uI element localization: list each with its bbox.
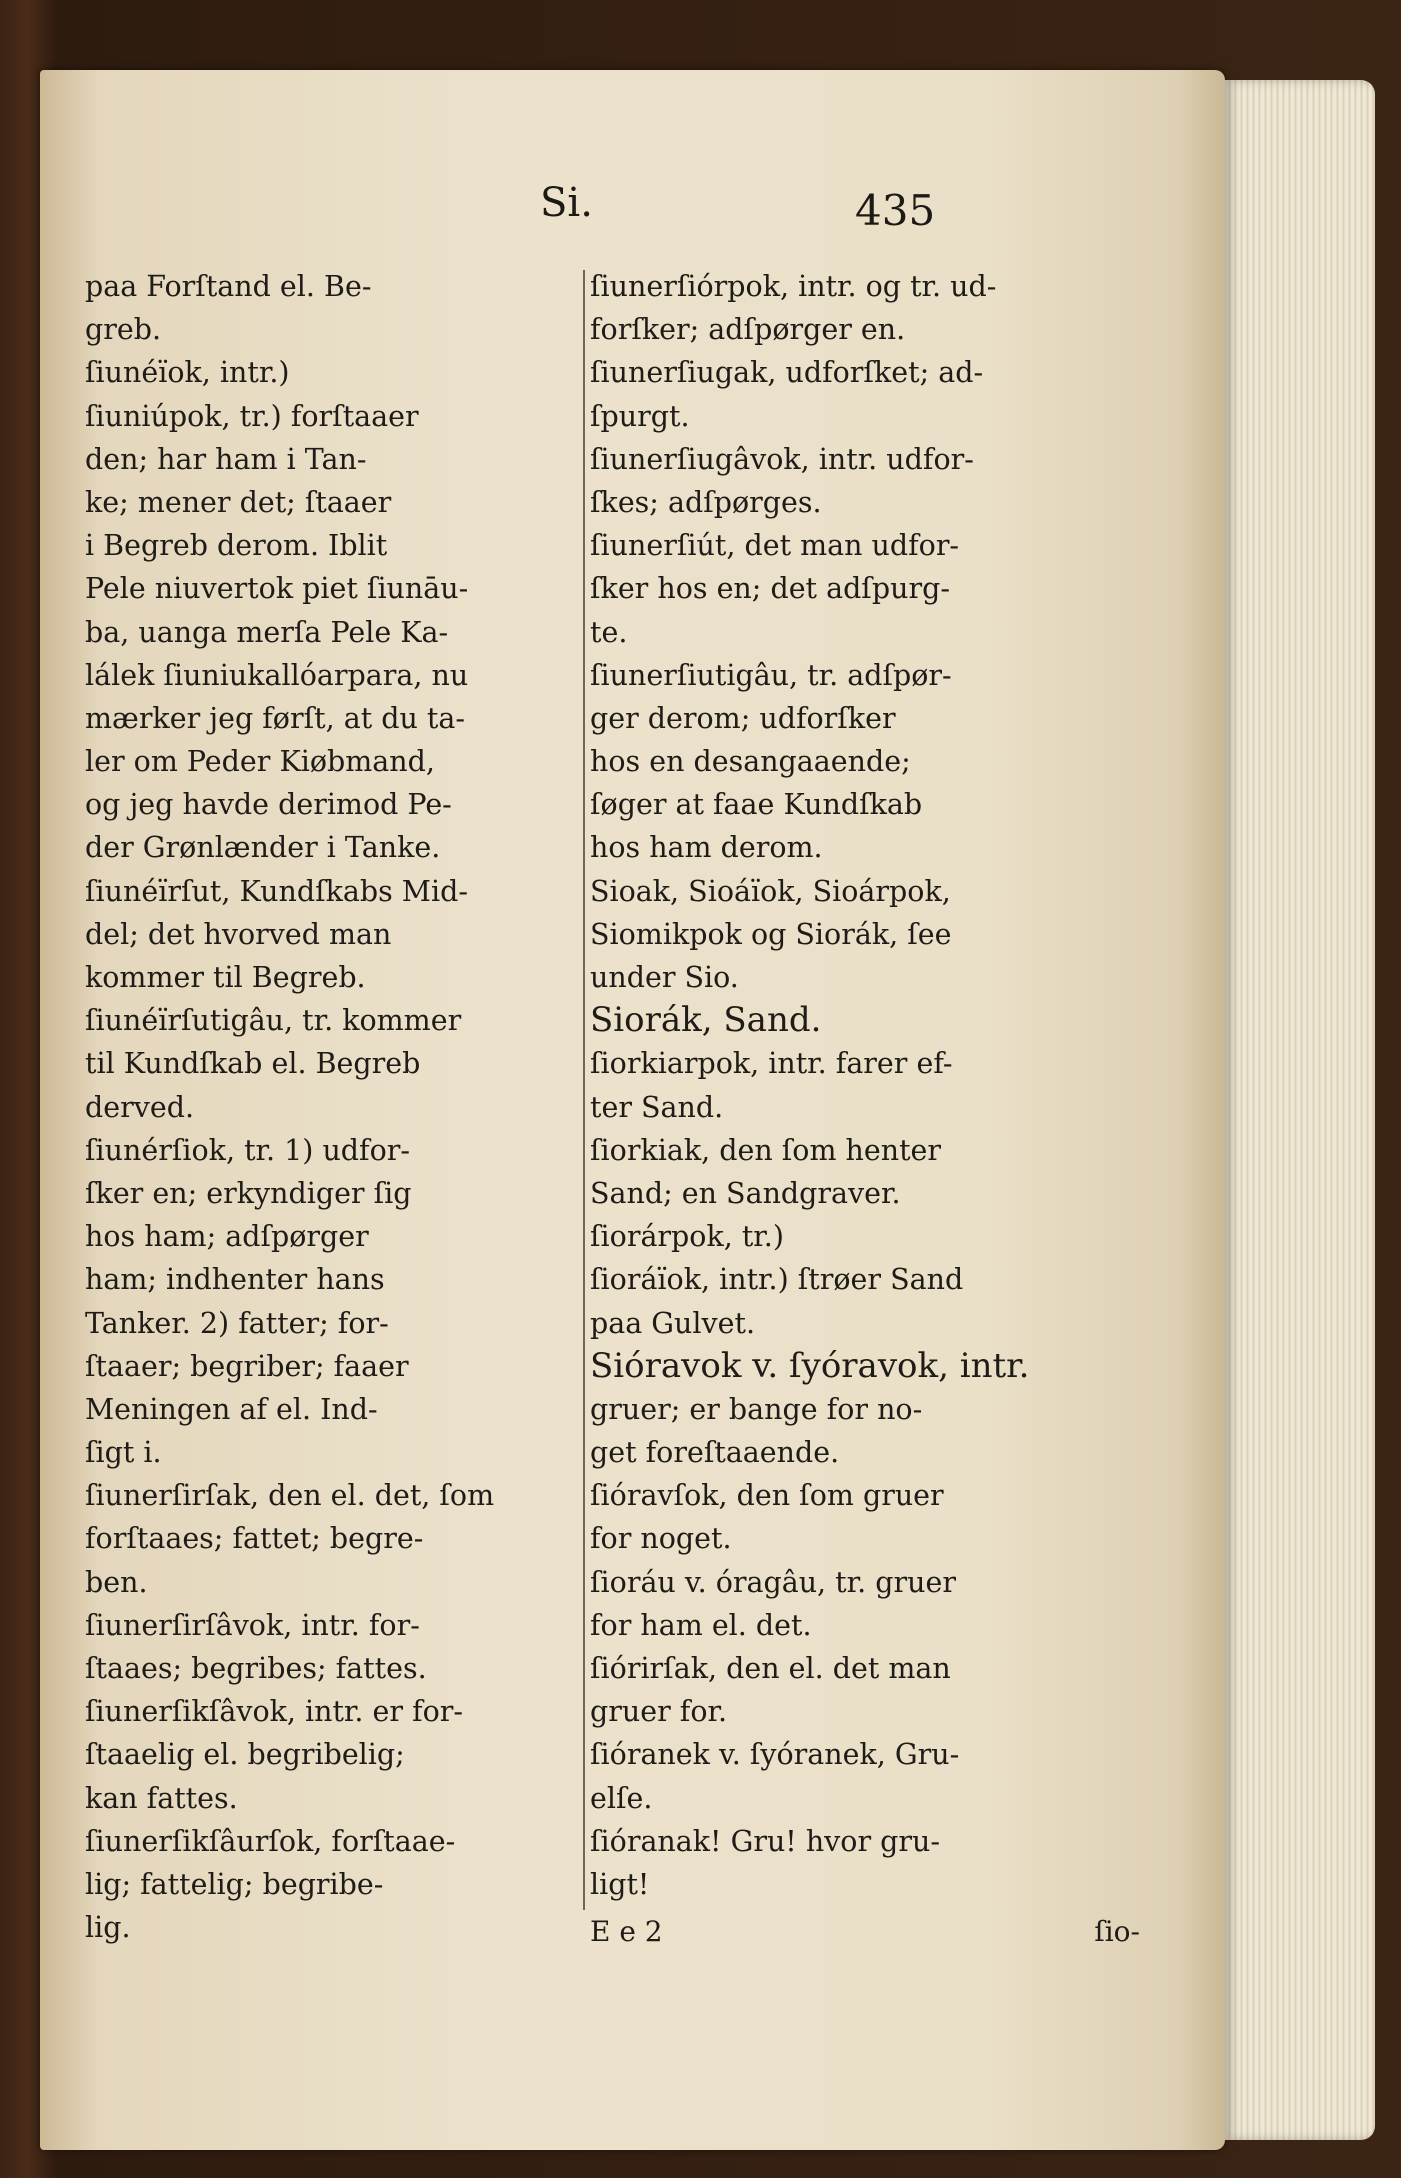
text-line: kan fattes. <box>85 1781 238 1815</box>
text-line: ſkes; adſpørges. <box>590 485 822 519</box>
text-line: forſtaaes; fattet; begre- <box>85 1522 424 1556</box>
text-line: ler om Peder Kiøbmand, <box>85 745 435 779</box>
text-line: hos ham derom. <box>590 831 823 865</box>
text-line: ſiunéïrſut, Kundſkabs Mid- <box>85 874 468 908</box>
text-line: Pele niuvertok piet ſiunāu- <box>85 572 469 606</box>
text-line: Tanker. 2) fatter; for- <box>85 1306 389 1340</box>
text-line: Sand; en Sandgraver. <box>590 1176 901 1210</box>
text-line: ſøger at faae Kundſkab <box>590 788 923 822</box>
column-divider <box>583 270 585 1910</box>
text-line: og jeg havde derimod Pe- <box>85 788 452 822</box>
text-line: ter Sand. <box>590 1090 724 1124</box>
text-line: ſioráu v. óragâu, tr. gruer <box>590 1565 956 1599</box>
text-line: Sioak, Sioáïok, Sioárpok, <box>590 874 951 908</box>
text-line: ba, uanga merſa Pele Ka- <box>85 615 449 649</box>
text-line: ſióranek v. ſyóranek, Gru- <box>590 1738 960 1772</box>
signature-mark: E e 2 <box>590 1915 663 1948</box>
text-line: get foreſtaaende. <box>590 1436 840 1470</box>
text-line: for noget. <box>590 1522 732 1556</box>
text-line: ſiorárpok, tr.) <box>590 1220 784 1254</box>
text-line: den; har ham i Tan- <box>85 442 367 476</box>
catchword: ſio- <box>1094 1915 1140 1948</box>
text-line: ſiunerſiút, det man udfor- <box>590 529 960 563</box>
text-line: lig; fattelig; begribe- <box>85 1867 384 1901</box>
text-line: kommer til Begreb. <box>85 961 366 994</box>
text-line: under Sio. <box>590 961 739 994</box>
text-line: mærker jeg førſt, at du ta- <box>85 701 465 735</box>
text-line: ſióravſok, den ſom gruer <box>590 1479 944 1513</box>
text-line: te. <box>590 615 628 649</box>
text-line: ſiunerſiugak, udforſket; ad- <box>590 356 984 390</box>
page-edges <box>1225 80 1375 2140</box>
text-line: ſiunérſiok, tr. 1) udfor- <box>85 1133 411 1167</box>
text-line: ſiorkiak, den ſom henter <box>590 1133 942 1167</box>
text-line: paa Forſtand el. Be- <box>85 270 372 303</box>
text-line: ſker hos en; det adſpurg- <box>590 572 950 606</box>
text-line: ſiunerſiórpok, intr. og tr. ud- <box>590 270 997 303</box>
text-line: Siorák, Sand. <box>590 1000 822 1041</box>
text-line: for ham el. det. <box>590 1608 812 1642</box>
text-line: lálek ſiuniukallóarpara, nu <box>85 658 469 692</box>
text-line: ſker en; erkyndiger ſig <box>85 1176 412 1210</box>
text-line: ſiunerſirſâvok, intr. for- <box>85 1608 420 1642</box>
text-line: elſe. <box>590 1781 653 1815</box>
text-line: ſiunerſirſak, den el. det, ſom <box>85 1479 495 1513</box>
text-line: lig. <box>85 1911 131 1945</box>
text-line: ſiunéïok, intr.) <box>85 356 290 390</box>
text-line: ſiunéïrſutigâu, tr. kommer <box>85 1004 462 1038</box>
text-line: ſiunerſiugâvok, intr. udfor- <box>590 442 974 476</box>
page-header <box>0 180 1225 250</box>
text-line: gruer for. <box>590 1695 728 1729</box>
text-line: forſker; adſpørger en. <box>590 313 906 347</box>
text-line: ſtaaer; begriber; faaer <box>85 1349 409 1383</box>
text-line: til Kundſkab el. Begreb <box>85 1047 421 1081</box>
text-line: ſiunerſikſâvok, intr. er for- <box>85 1695 464 1729</box>
text-line: ſigt i. <box>85 1436 162 1470</box>
right-column <box>590 265 1150 1906</box>
text-line: ſiunerſikſâurſok, forſtaae- <box>85 1824 456 1858</box>
text-line: ſioráïok, intr.) ſtrøer Sand <box>590 1263 964 1297</box>
text-line: ſiórirſak, den el. det man <box>590 1652 951 1685</box>
text-line: del; det hvorved man <box>85 917 392 951</box>
text-line: ſpurgt. <box>590 399 690 433</box>
text-line: Siomikpok og Siorák, ſee <box>590 917 952 951</box>
text-line: ke; mener det; ſtaaer <box>85 485 392 519</box>
text-line: hos ham; adſpørger <box>85 1220 369 1254</box>
page-number: 435 <box>855 186 936 235</box>
text-line: gruer; er bange for no- <box>590 1392 923 1426</box>
text-line: ger derom; udforſker <box>590 701 896 735</box>
text-line: ligt! <box>590 1867 650 1901</box>
page-footer <box>590 1915 1150 1955</box>
text-line: greb. <box>85 313 162 347</box>
text-line: derved. <box>85 1090 195 1124</box>
text-line: hos en desangaaende; <box>590 745 911 779</box>
running-head: Si. <box>540 180 593 226</box>
text-line: paa Gulvet. <box>590 1306 756 1340</box>
text-line: ſiunerſiutigâu, tr. adſpør- <box>590 658 952 692</box>
text-line: ſiorkiarpok, intr. farer ef- <box>590 1047 953 1081</box>
text-line: ſtaaelig el. begribelig; <box>85 1738 405 1772</box>
text-line: ſiuniúpok, tr.) forſtaaer <box>85 399 419 433</box>
text-line: Meningen af el. Ind- <box>85 1392 378 1426</box>
text-line: ben. <box>85 1565 148 1599</box>
text-line: ham; indhenter hans <box>85 1263 385 1297</box>
text-line: ſióranak! Gru! hvor gru- <box>590 1824 940 1858</box>
text-line: i Begreb derom. Iblit <box>85 529 388 563</box>
text-line: Sióravok v. ſyóravok, intr. <box>590 1345 1030 1386</box>
text-line: der Grønlænder i Tanke. <box>85 831 441 865</box>
left-column <box>85 265 580 1949</box>
text-line: ſtaaes; begribes; fattes. <box>85 1652 427 1685</box>
